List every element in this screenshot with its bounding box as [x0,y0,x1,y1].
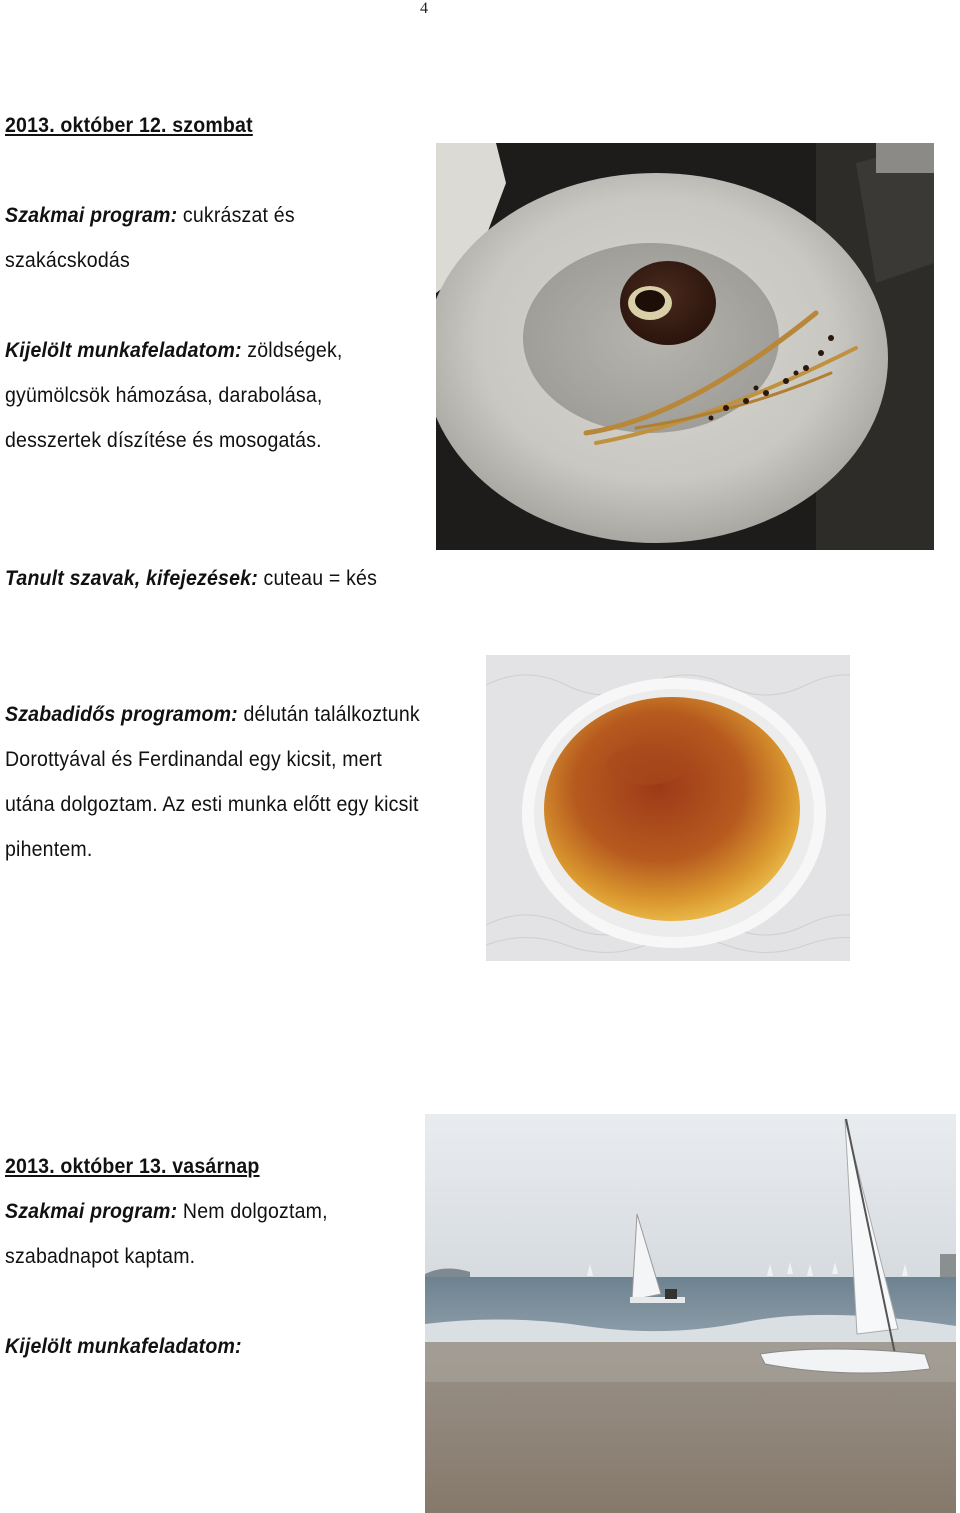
day2-task-label: Kijelölt munkafeladatom: [5,1335,242,1358]
day1-program-label: Szakmai program: [5,204,178,227]
day1-free-line2: Dorottyával és Ferdinandal egy kicsit, mert [5,748,383,771]
day1-task-line3: desszertek díszítése és mosogatás. [5,429,322,452]
day1-program-line2: szakácskodás [5,249,130,272]
day1-program-line1 [5,193,295,238]
day1-date: 2013. október 12. szombat [5,114,253,137]
day1-free-line3: utána dolgoztam. Az esti munka előtt egy kicsit [5,793,419,816]
day1-words-label: Tanult szavak, kifejezések: [5,567,258,590]
day1-free-text: délután találkoztunk [237,703,420,726]
day2-program-line2: szabadnapot kaptam. [5,1245,196,1268]
day2-program-label: Szakmai program: [5,1200,178,1223]
day1-free-label: Szabadidős programom: [5,703,238,726]
day1-free-line1 [5,692,420,737]
day1-task-line1 [5,328,343,373]
day2-date: 2013. október 13. vasárnap [5,1155,260,1178]
day1-free-line4: pihentem. [5,838,93,861]
dessert-plate-photo [436,143,934,550]
beach-photo [425,1114,956,1513]
day2-task-line1 [5,1324,242,1369]
day1-program-text: cukrászat és [177,204,295,227]
creme-brulee-photo [486,655,850,961]
day1-task-line2: gyümölcsök hámozása, darabolása, [5,384,323,407]
day1-words-text: cuteau = kés [257,567,378,590]
day1-words-line [5,556,377,601]
day2-program-text: Nem dolgoztam, [177,1200,328,1223]
day1-task-text: zöldségek, [241,339,343,362]
day2-program-line1 [5,1189,328,1234]
page-number: 4 [420,0,428,17]
day1-task-label: Kijelölt munkafeladatom: [5,339,242,362]
